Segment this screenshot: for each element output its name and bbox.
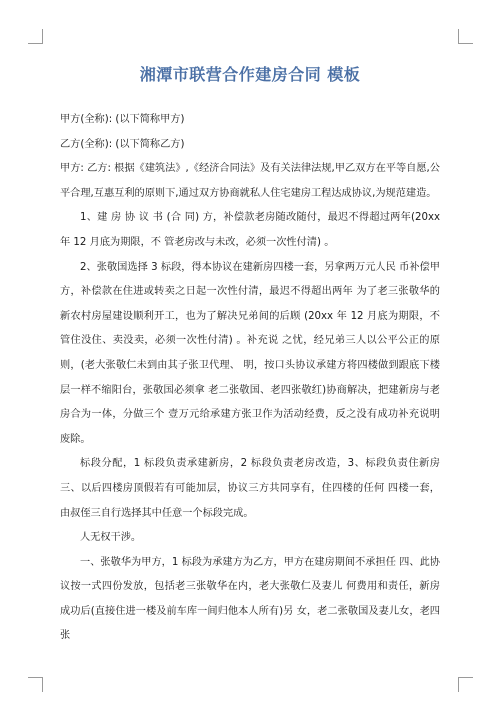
party-a-line: 甲方(全称): (以下简称甲方) [60, 114, 185, 125]
preamble-paragraph: 甲方: 乙方: 根据《建筑法》,《经济合同法》及有关法律法规,甲乙双方在平等自愿,公平合理,互惠互利的原则下,通过双方协商就私人住宅建房工程达成协议,为规范建造。 [60, 163, 440, 199]
crop-mark-top-left [28, 29, 43, 44]
document-title: 湘潭市联营合作建房合同 模板 [139, 65, 361, 84]
no-interference-paragraph: 人无权干涉。 [80, 532, 142, 544]
party-b-line: 乙方(全称): (以下简称乙方) [60, 138, 185, 150]
article-1-paragraph: 一、张敬华为甲方，1 标段为承建方为乙方，甲方在建房期间不承担任 四、此协议按一式四份发放，包括老三张敬华在内，老大张敬仁及妻儿 何费用和责任，新房成功后(直接住进一楼及前车库一间归他本人所有)另 女，老二张敬国及妻儿女，老四张 [60, 556, 440, 642]
section-allocation-paragraph: 标段分配，1 标段负责承建新房，2 标段负责老房改造，3、标段负责住新房 三、以后四楼房顶假若有可能加层，协议三方共同享有，住四楼的任何 四楼一套，由叔侄三自行选择其中任意一个标段完成。 [60, 458, 440, 519]
crop-mark-bottom-right [458, 677, 473, 692]
crop-mark-top-right [458, 29, 473, 44]
clause-1-paragraph: 1、建 房 协 议 书 (合 同) 方，补偿款老房随改随付，最迟不得超过两年(20xx 年 12 月底为期限，不 管老房改与未改，必须一次性付清) 。 [60, 212, 440, 248]
document-body [60, 108, 440, 649]
crop-mark-bottom-left [28, 677, 43, 692]
clause-2-paragraph: 2、张敬国选择 3 标段，得本协议在建新房四楼一套，另拿两万元人民 币补偿甲方，补偿款在住进或转卖之日起一次性付清，最迟不得超出两年 为了老三张敬华的新农村房屋建设顺利开工，也为了解决兄弟间的后顾 (20xx 年 12 月底为期限，不管住没住、卖没卖，必须一次性付清) 。补充说 之忧，经兄弟三人以公平公正的原则，(老大张敬仁未到由其子张卫代理、 明，按口头协议承建方将四楼做到跟底下楼层一样不缩阳台，张敬国必须拿 老二张敬国、老四张敬红)协商解决，把建新房与老房合为一体，分做三个 壹万元给承建方张卫作为活动经费，反之没有成功补充说明废除。 [60, 261, 440, 445]
